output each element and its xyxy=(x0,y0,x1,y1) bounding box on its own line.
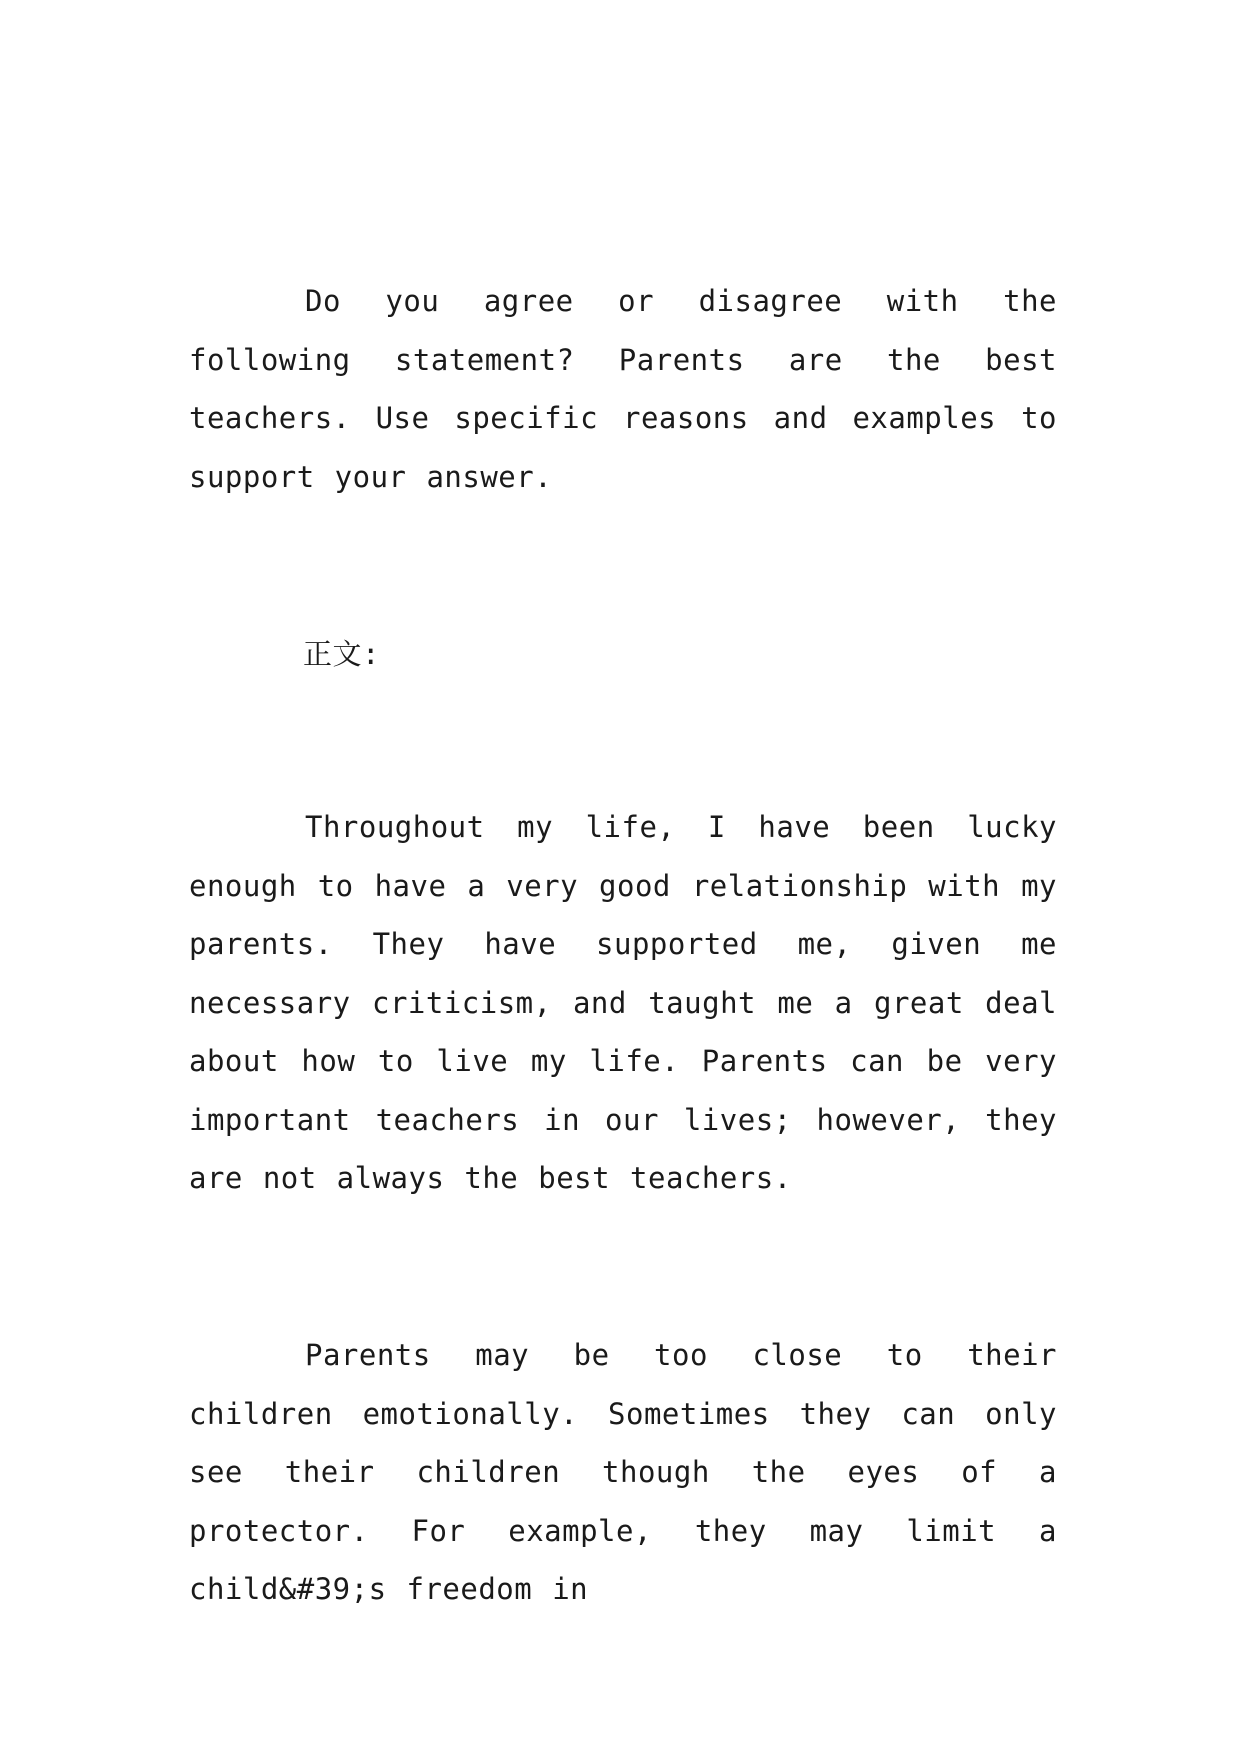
body-heading: 正文: xyxy=(303,637,380,671)
essay-paragraph-2: Parents may be too close to their children emotionally. Sometimes they can only see their children though the eyes of a protector. For example, they may limit a child&#39;s freedom in xyxy=(189,1338,1057,1606)
essay-prompt: Do you agree or disagree with the following statement? Parents are the best teachers. Use specific reasons and examples to support your answer. xyxy=(189,284,1057,494)
essay-paragraph-1: Throughout my life, I have been lucky enough to have a very good relationship with my parents. They have supported me, given me necessary criticism, and taught me a great deal about how to live my life. Parents can be very important teachers in our lives; however, they are not always the best teachers. xyxy=(189,810,1057,1195)
